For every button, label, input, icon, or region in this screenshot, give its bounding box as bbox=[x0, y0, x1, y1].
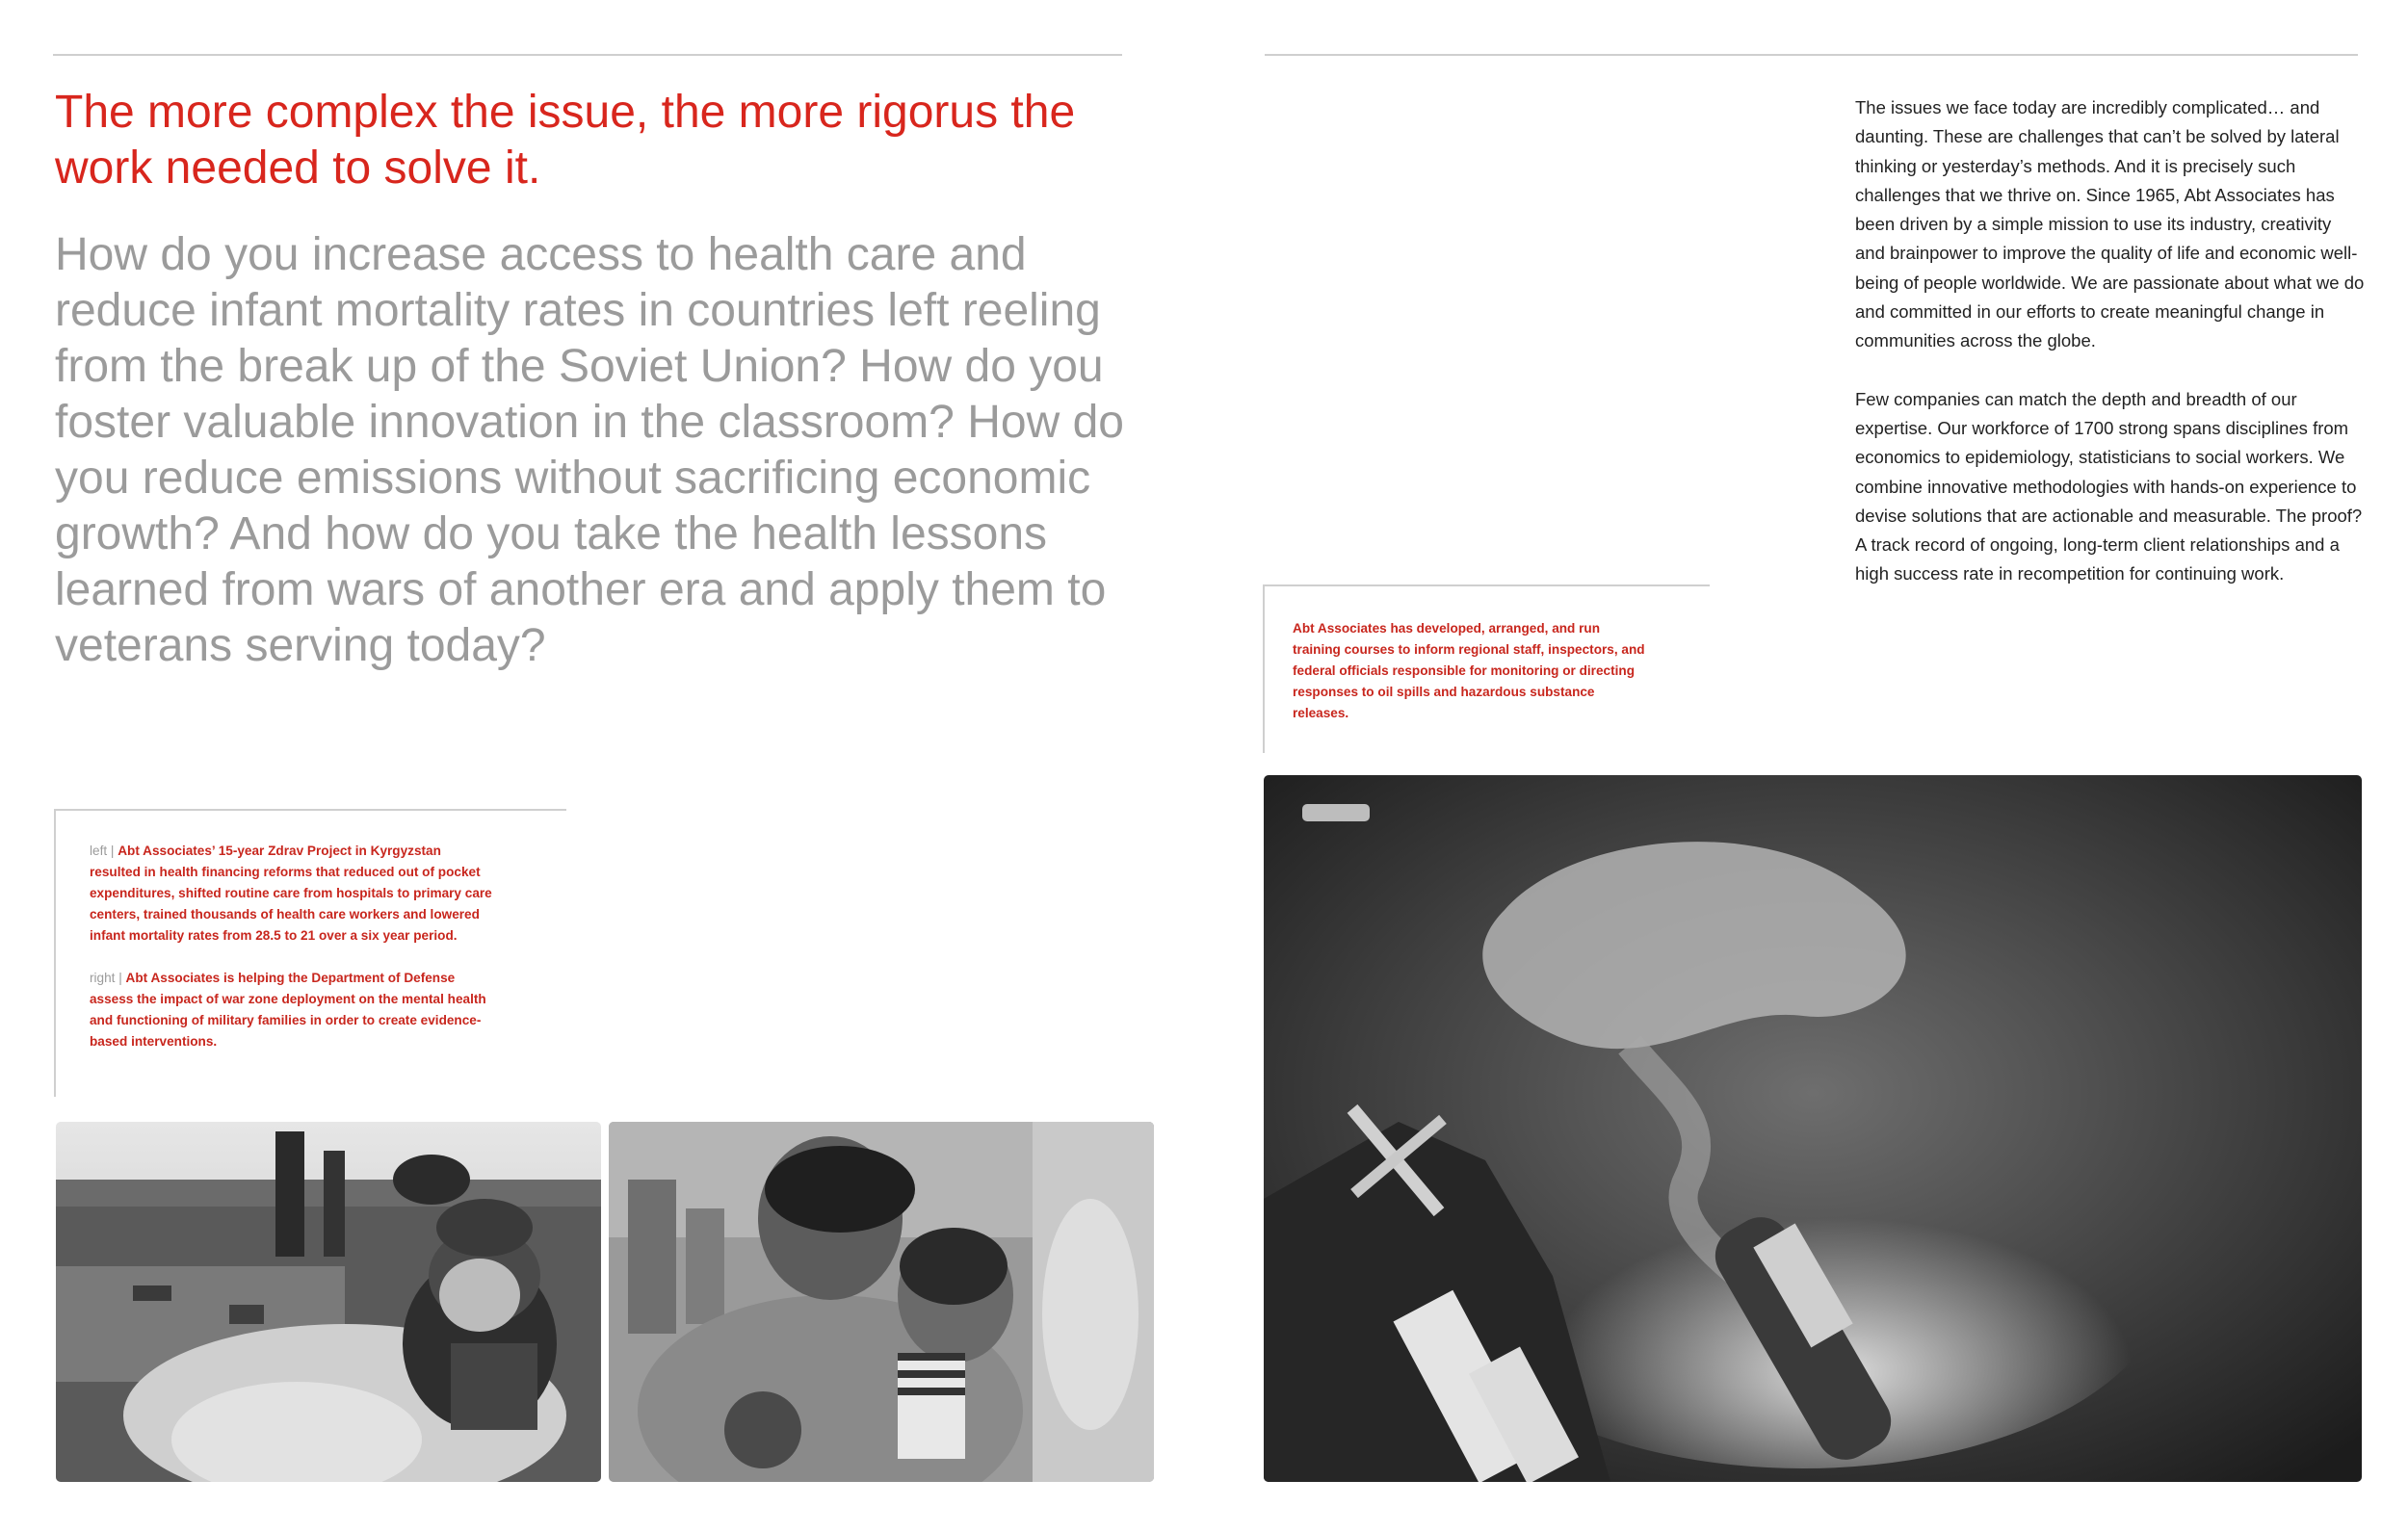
body-paragraph-2: Few companies can match the depth and breadth of our expertise. Our workforce of 1700 strong spans disciplines from economics to epidemiology, statisticians to social workers. We combine innovative methodologies with hands-on experience to devise solutions that are actionable and measurable. The proof? A track record of ongoing, long-term client relationships and a high success rate in recompetition for continuing work. bbox=[1855, 388, 2363, 584]
top-rule-left bbox=[53, 54, 1122, 56]
caption-left-text: Abt Associates’ 15-year Zdrav Project in Kyrgyzstan resulted in health financing reforms that reduced out of pocket expenditures, shifted routine care from hospitals to primary care centers, trained thousands of health care workers and lowered infant mortality rates from 28.5 to 21 over a six year period. bbox=[90, 844, 492, 943]
caption-right bbox=[90, 968, 494, 1052]
caption-right-lead: right | bbox=[90, 971, 126, 985]
headline: The more complex the issue, the more rigorus the work needed to solve it. bbox=[55, 87, 1076, 194]
top-rule-right bbox=[1265, 54, 2358, 56]
caption-oil-spill: Abt Associates has developed, arranged, and run training courses to inform regional staff, inspectors, and federal officials responsible for monitoring or directing responses to oil spills and hazardous substance releases. bbox=[1293, 621, 1645, 720]
body-paragraph-1: The issues we face today are incredibly complicated… and daunting. These are challenges that can’t be solved by lateral thinking or yesterday’s methods. And it is precisely such challenges that we thrive on. Since 1965, Abt Associates has been driven by a simple mission to use its industry, creativity and brainpower to improve the quality of life and economic well-being of people worldwide. We are passionate about what we do and committed in our efforts to create meaningful change in communities across the globe. bbox=[1855, 97, 2365, 351]
caption-left-lead: left | bbox=[90, 844, 118, 858]
photo-captions bbox=[90, 841, 494, 1052]
photo-soldier-family bbox=[609, 1122, 1154, 1482]
photo-baby-kyrgyzstan bbox=[56, 1122, 601, 1482]
questions-paragraph: How do you increase access to health care and reduce infant mortality rates in countries left reeling from the break up of the Soviet Union? How do you foster valuable innovation in the classroom? How do you reduce emissions without sacrificing economic growth? And how do you take the health lessons learned from wars of another era and apply them to veterans serving today? bbox=[55, 229, 1124, 671]
photo-aerial-oil-spill bbox=[1264, 775, 2362, 1482]
caption-right-text: Abt Associates is helping the Department of Defense assess the impact of war zone deployment on the mental health and functioning of military families in order to create evidence-based interventions. bbox=[90, 971, 486, 1049]
body-text bbox=[1855, 93, 2366, 589]
caption-left bbox=[90, 841, 494, 947]
